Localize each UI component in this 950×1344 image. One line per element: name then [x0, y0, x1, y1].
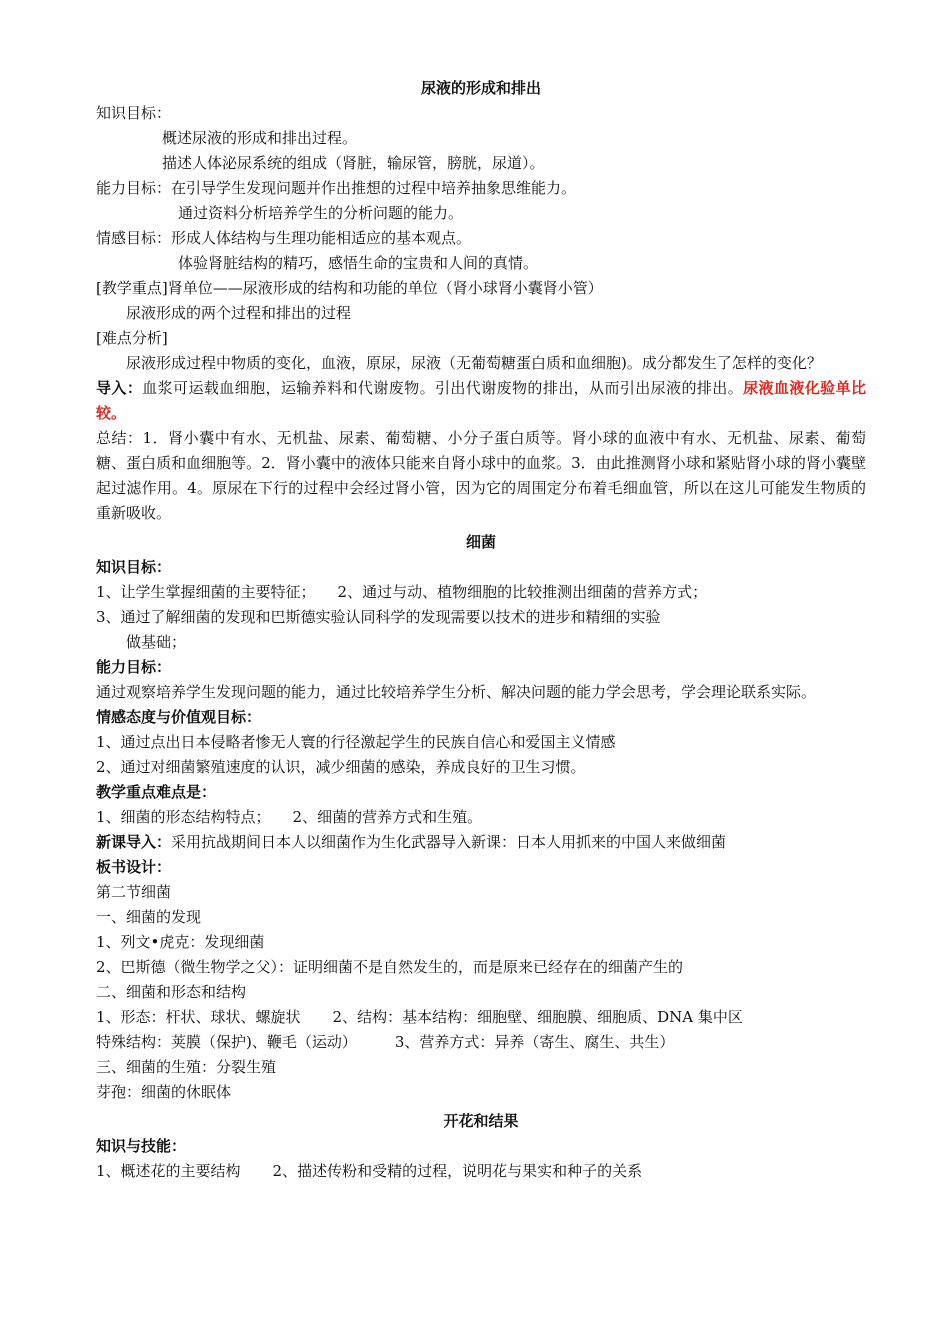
ability-goal-label: 能力目标：	[96, 658, 172, 676]
emotion-goal: 情感目标：形成人体结构与生理功能相适应的基本观点。	[96, 229, 472, 247]
document-page	[96, 72, 866, 1184]
emotion-goal-item: 2、通过对细菌繁殖速度的认识，减少细菌的感染，养成良好的卫生习惯。	[96, 758, 586, 776]
teaching-key-point: [教学重点]肾单位——尿液形成的结构和功能的单位（肾小球肾小囊肾小管）	[96, 279, 603, 297]
knowledge-goal-item: 描述人体泌尿系统的组成（肾脏，输尿管，膀胱，尿道）。	[162, 154, 545, 172]
board-line: 2、巴斯德（微生物学之父）：证明细菌不是自然发生的，而是原来已经存在的细菌产生的	[96, 958, 684, 976]
board-line	[96, 1005, 866, 1030]
skill-item	[96, 1159, 866, 1184]
difficulty-label: [难点分析]	[96, 329, 168, 347]
knowledge-item-1: 1、让学生掌握细菌的主要特征；	[96, 583, 316, 601]
board-line: 第二节细菌	[96, 883, 172, 901]
emotion-goal-item: 1、通过点出日本侵略者惨无人寰的行径激起学生的民族自信心和爱国主义情感	[96, 733, 616, 751]
board-line: 一、细菌的发现	[96, 908, 202, 926]
new-lesson-text: 采用抗战期间日本人以细菌作为生化武器导入新课：日本人用抓来的中国人来做细菌	[171, 833, 727, 851]
intro-text: 血浆可运载血细胞，运输养料和代谢废物。引出代谢废物的排出，从而引出尿液的排出。	[142, 379, 744, 397]
ability-goal: 能力目标：在引导学生发现问题并作出推想的过程中培养抽象思维能力。	[96, 179, 577, 197]
knowledge-goal-item: 概述尿液的形成和排出过程。	[162, 129, 358, 147]
summary-paragraph: 总结：1．肾小囊中有水、无机盐、尿素、葡萄糖、小分子蛋白质等。肾小球的血液中有水、无机盐、尿素、葡萄糖、蛋白质和血细胞等。2．肾小囊中的液体只能来自肾小球中的血浆。3．由此推测肾小球和紧贴肾小球的肾小囊壁起过滤作用。4。原尿在下行的过程中会经过肾小管，因为它的周围定分布着毛细血管，所以在这儿可能发生物质的重新吸收。	[96, 429, 866, 522]
new-lesson-intro	[96, 830, 866, 855]
board-design-label: 板书设计：	[96, 858, 172, 876]
intro-label: 导入：	[96, 379, 143, 397]
section-title-bacteria: 细菌	[465, 533, 496, 551]
knowledge-goal-label: 知识目标：	[96, 558, 172, 576]
board-structure: 2、结构：基本结构：细胞壁、细胞膜、细胞质、DNA 集中区	[332, 1008, 743, 1026]
key-difficulty-item	[96, 805, 866, 830]
intro-paragraph	[96, 376, 866, 426]
new-lesson-label: 新课导入：	[96, 833, 172, 851]
board-special-structure: 特殊结构：荚膜（保护)、鞭毛（运动）	[96, 1033, 357, 1051]
skill-item-1: 1、概述花的主要结构	[96, 1162, 241, 1180]
teaching-key-point-item: 尿液形成的两个过程和排出的过程	[126, 304, 352, 322]
knowledge-goal-item-cont: 做基础；	[126, 633, 187, 651]
knowledge-goal-label: 知识目标：	[96, 104, 172, 122]
board-morphology: 1、形态：杆状、球状、螺旋状	[96, 1008, 301, 1026]
knowledge-item-2: 2、通过与动、植物细胞的比较推测出细菌的营养方式；	[337, 583, 708, 601]
skill-item-2: 2、描述传粉和受精的过程，说明花与果实和种子的关系	[272, 1162, 643, 1180]
ability-goal-text: 通过观察培养学生发现问题的能力，通过比较培养学生分析、解决问题的能力学会思考，学会理论联系实际。	[96, 683, 817, 701]
section-title-urine: 尿液的形成和排出	[420, 79, 541, 97]
key-difficulty-label: 教学重点难点是：	[96, 783, 217, 801]
board-line: 二、细菌和形态和结构	[96, 983, 247, 1001]
knowledge-goal-item	[96, 580, 866, 605]
intro-highlight: 尿液血液化验单比较。	[96, 379, 866, 422]
board-line: 1、列文•虎克：发现细菌	[96, 933, 265, 951]
knowledge-goal-item: 3、通过了解细菌的发现和巴斯德实验认同科学的发现需要以技术的进步和精细的实验	[96, 608, 661, 626]
section-title-flowering: 开花和结果	[443, 1112, 519, 1130]
key-item-2: 2、细菌的营养方式和生殖。	[292, 808, 483, 826]
skill-label: 知识与技能：	[96, 1137, 187, 1155]
emotion-goal-label: 情感态度与价值观目标：	[96, 708, 262, 726]
board-nutrition: 3、营养方式：异养（寄生、腐生、共生）	[394, 1033, 675, 1051]
board-line: 三、细菌的生殖：分裂生殖	[96, 1058, 277, 1076]
board-line: 芽孢：细菌的休眠体	[96, 1083, 232, 1101]
key-item-1: 1、细菌的形态结构特点；	[96, 808, 271, 826]
ability-goal-item: 通过资料分析培养学生的分析问题的能力。	[178, 204, 464, 222]
difficulty-text: 尿液形成过程中物质的变化，血液，原尿，尿液（无葡萄糖蛋白质和血细胞)。成分都发生了怎样的变化？	[126, 354, 822, 372]
board-line	[96, 1030, 866, 1055]
emotion-goal-item: 体验肾脏结构的精巧，感悟生命的宝贵和人间的真情。	[178, 254, 539, 272]
